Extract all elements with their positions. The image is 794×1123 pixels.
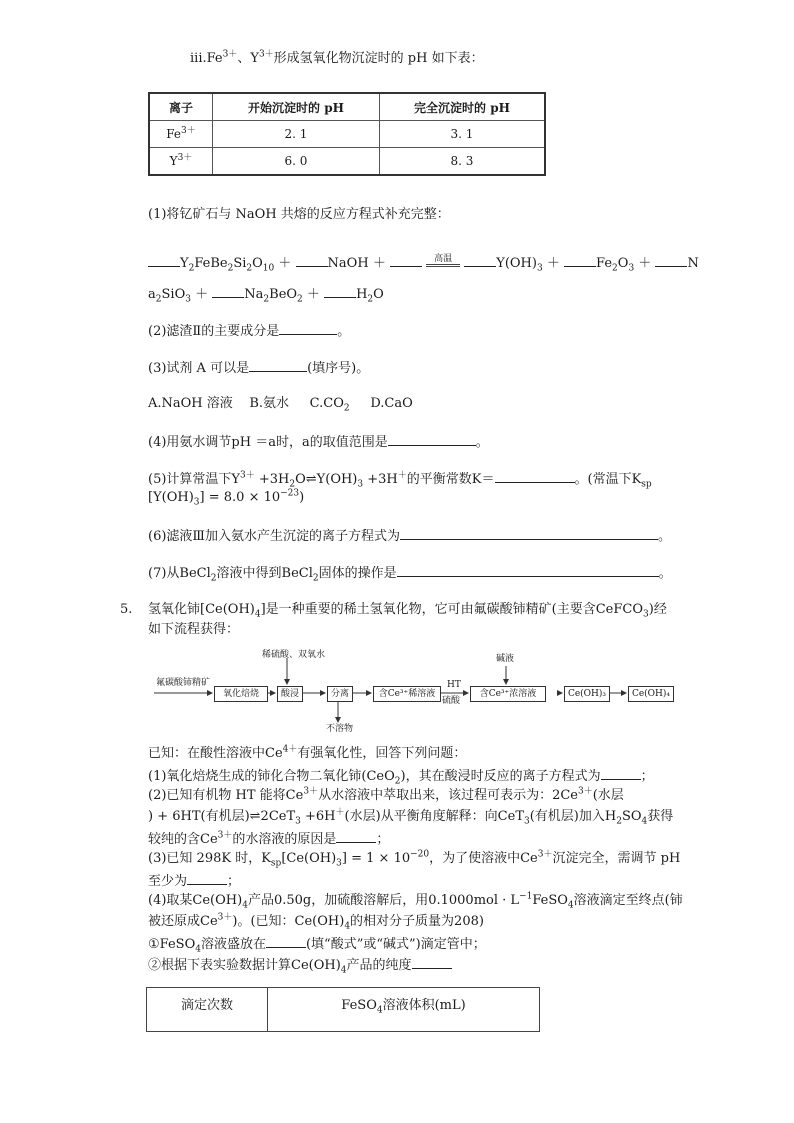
- p5-question-3-line-2: 至少为 ；: [148, 871, 240, 891]
- known-statement: 已知：在酸性溶液中$Ce^{4+}$有强氧化性，回答下列问题：: [148, 744, 467, 761]
- process-flow-diagram: [140, 646, 680, 742]
- p5-question-2-line-1: (2)已知有机物 HT 能将$Ce^{3+}$从水溶液中萃取出来，该过程可表示为：$2Ce^{3+}$(水层: [148, 786, 624, 803]
- ph-table: [148, 92, 546, 176]
- ion-cell: $Y^{3+}$: [149, 148, 213, 176]
- reaction-condition: 高温: [426, 254, 460, 267]
- equation-line-1: $Y_2FeBe_2Si_2O_{10}$ ＋ NaOH ＋ 高温 $Y(OH)_3 + Fe_2O_3 + N$: [148, 253, 699, 273]
- problem-number: 5.: [120, 602, 133, 617]
- table-row: [149, 121, 545, 148]
- table-header-cell: 离子: [149, 93, 213, 121]
- problem-5-line-1: 氢氧化铈$[Ce(OH)_4]$是一种重要的稀土氢氧化物，它可由氟碳酸铈精矿(主要含CeFCO$_3$)经: [148, 602, 667, 620]
- answer-blank[interactable]: [400, 526, 658, 540]
- p5-question-4-sub-2: ②根据下表实验数据计算$Ce(OH)_4$产品的纯度: [148, 955, 452, 975]
- answer-blank[interactable]: [601, 766, 641, 780]
- blank[interactable]: [564, 253, 596, 267]
- titration-table: [146, 987, 540, 1032]
- answer-blank[interactable]: [266, 934, 306, 948]
- blank[interactable]: [148, 253, 180, 267]
- question-6: (6)滤液Ⅲ加入氨水产生沉淀的离子方程式为 。: [148, 526, 671, 546]
- p5-question-4-line-2: 被还原成$Ce^{3+}$)。(已知：$Ce(OH)_4$的相对分子质量为208): [148, 912, 484, 932]
- table-header-cell: 开始沉淀时的 pH: [213, 93, 380, 121]
- table-header-cell: 完全沉淀时的 pH: [380, 93, 546, 121]
- table-row: [149, 148, 545, 176]
- question-5-line-2: $[Y(OH)_3] = 8.0 \times 10^{-23}$): [148, 488, 305, 508]
- table-header-cell: FeSO$_4$溶液体积(mL): [268, 988, 540, 1032]
- blank[interactable]: [324, 284, 356, 298]
- start-ph-cell: 6. 0: [213, 148, 380, 176]
- blank[interactable]: [212, 284, 244, 298]
- answer-blank[interactable]: [495, 469, 575, 483]
- question-3-options: A.NaOH 溶液 B.氨水 $C.CO_2$ D.CaO: [148, 396, 413, 414]
- start-ph-cell: 2. 1: [213, 121, 380, 148]
- answer-blank[interactable]: [388, 432, 476, 446]
- blank[interactable]: [390, 253, 422, 267]
- waste-label: 不溶物: [326, 724, 354, 734]
- answer-blank[interactable]: [279, 321, 337, 335]
- question-1: (1)将钇矿石与 NaOH 共熔的反应方程式补充完整：: [148, 207, 450, 222]
- p5-question-4-line-1: (4)取某$Ce(OH)_4$产品0.50g，加硫酸溶解后，用$0.1000mol \cdot L^{-1}FeSO_4$溶液滴定至终点(铈: [148, 891, 683, 911]
- reagent-label: 稀硫酸、双氧水: [262, 650, 326, 660]
- question-4: (4)用氨水调节pH ＝a时，a的取值范围是 。: [148, 432, 489, 452]
- problem-5-line-2: 如下流程获得：: [148, 622, 240, 637]
- table-header-row: [149, 93, 545, 121]
- flow-box-separation: 分离: [327, 686, 353, 702]
- answer-blank[interactable]: [412, 955, 452, 969]
- end-ph-cell: 3. 1: [380, 121, 546, 148]
- ion-cell: $Fe^{3+}$: [149, 121, 213, 148]
- flow-box-dilute-solution: 含Ce³⁺稀溶液: [373, 686, 441, 702]
- question-3: (3)试剂 A 可以是 (填序号)。: [148, 358, 369, 378]
- blank[interactable]: [296, 253, 328, 267]
- flow-start-label: 氟碳酸铈精矿: [156, 678, 211, 688]
- intro-line: $iii.Fe^{3+}$、$Y^{3+}$形成氢氧化物沉淀时的 pH 如下表：: [190, 49, 484, 66]
- end-ph-cell: 8. 3: [380, 148, 546, 176]
- blank[interactable]: [464, 253, 496, 267]
- equation-line-2: $a_2SiO_3 + Na_2BeO_2 + H_2O$: [148, 284, 384, 304]
- base-label: 碱液: [496, 654, 515, 664]
- table-header-cell: 滴定次数: [147, 988, 268, 1032]
- answer-blank[interactable]: [187, 871, 227, 885]
- answer-blank[interactable]: [249, 358, 307, 372]
- flow-box-acid-leach: 酸浸: [277, 686, 303, 702]
- question-2: (2)滤渣Ⅱ的主要成分是 。: [148, 321, 350, 341]
- table-header-row: [147, 988, 540, 1032]
- flow-box-ceoh3: Ce(OH)₃: [564, 686, 610, 702]
- p5-question-3-line-1: (3)已知 298K 时，$K_{sp}[Ce(OH)_3] = 1 \times 10^{-20}$，为了使溶液中$Ce^{3+}$沉淀完全，需调节 pH: [148, 849, 681, 869]
- acid-label: 硫酸: [442, 696, 461, 706]
- answer-blank[interactable]: [397, 563, 659, 577]
- flow-box-ceoh4: Ce(OH)₄: [628, 686, 674, 702]
- flow-box-roasting: 氧化焙烧: [214, 686, 268, 702]
- p5-question-1: (1)氧化焙烧生成的铈化合物二氧化铈(CeO$_2$)，其在酸浸时反应的离子方程式为 ；: [148, 766, 654, 786]
- answer-blank[interactable]: [336, 829, 376, 843]
- blank[interactable]: [655, 253, 687, 267]
- question-7: (7)从BeCl$_2$溶液中得到BeCl$_2$固体的操作是 。: [148, 563, 672, 583]
- p5-question-2-line-3: 较纯的含$Ce^{3+}$的水溶液的原因是 ；: [148, 830, 390, 847]
- p5-question-2-line-2: ) + 6HT(有机层)⇌2CeT$_3$ +6H＋(水层)从平衡角度解释：向CeT$_3$(有机层)加入$H_2SO_4$获得: [148, 807, 674, 827]
- ht-label: HT: [447, 680, 461, 690]
- flow-box-concentrated-solution: 含Ce³⁺浓溶液: [470, 686, 546, 702]
- p5-question-4-sub-1: ①FeSO$_4$溶液盛放在 (填“酸式”或“碱式”)滴定管中；: [148, 934, 486, 954]
- question-5-line-1: (5)计算常温下$Y^{3+}$ $+3H_2O\rightleftharpoons Y(OH)_3 +3H^+$的平衡常数K＝ 。(常温下$K_{sp}$: [148, 470, 652, 490]
